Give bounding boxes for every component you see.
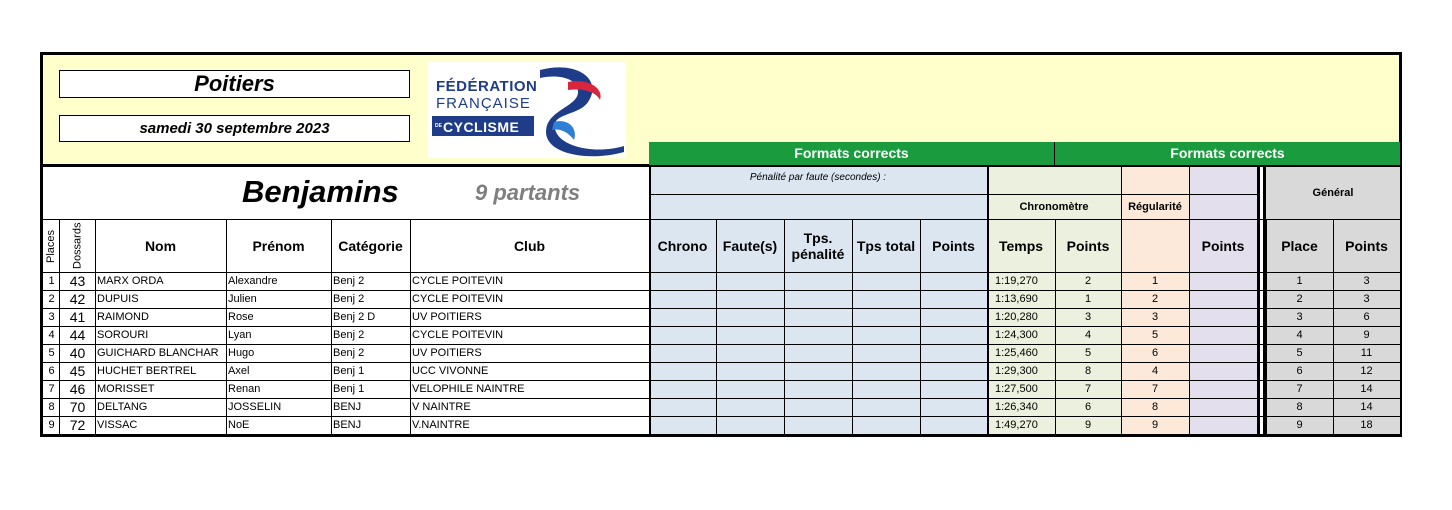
header-line [40, 219, 649, 220]
cell-regularite: 3 [1121, 309, 1189, 327]
col-temps: Temps [998, 238, 1044, 254]
cell-categorie: Benj 2 [333, 329, 365, 341]
cell-place: 8 [48, 401, 55, 413]
cell-tps-total [852, 345, 920, 363]
cell-tps-penalite [784, 291, 852, 309]
cell-prenom: Alexandre [228, 275, 278, 287]
cell-gen-points: 18 [1333, 417, 1400, 435]
cell-temps: 1:19,270 [987, 273, 1055, 291]
cell-fautes [716, 327, 784, 345]
green-divider [1054, 142, 1055, 165]
cell-club: UV POITIERS [412, 347, 482, 359]
cell-prenom: Rose [228, 311, 254, 323]
cell-categorie: Benj 1 [333, 365, 365, 377]
group-general: Général [1312, 186, 1354, 199]
cell-gen-points: 3 [1333, 291, 1400, 309]
cell-gen-place: 5 [1266, 345, 1333, 363]
cell-chrono-points: 6 [1055, 399, 1121, 417]
cell-temps: 1:20,280 [987, 309, 1055, 327]
cell-temps: 1:27,500 [987, 381, 1055, 399]
cell-tps-total [852, 309, 920, 327]
cell-chrono [649, 381, 716, 399]
cell-temps: 1:25,460 [987, 345, 1055, 363]
cell-tps-total [852, 327, 920, 345]
cell-categorie: BENJ [333, 419, 362, 431]
cell-dossard: 70 [69, 399, 86, 415]
cell-club: VELOPHILE NAINTRE [412, 383, 525, 395]
cell-categorie: Benj 2 [333, 275, 365, 287]
cell-reg-points [1189, 327, 1257, 345]
cell-club: CYCLE POITEVIN [412, 293, 504, 305]
cell-club: UV POITIERS [412, 311, 482, 323]
cell-chrono-points: 3 [1055, 309, 1121, 327]
chrono-subline [987, 194, 1257, 195]
cell-chrono-points: 2 [1055, 273, 1121, 291]
cell-nom: MARX ORDA [97, 275, 164, 287]
cell-categorie: Benj 2 [333, 293, 365, 305]
cell-regularite: 2 [1121, 291, 1189, 309]
cell-points-penalty [920, 327, 987, 345]
cell-club: V NAINTRE [412, 401, 471, 413]
cell-regularite: 1 [1121, 273, 1189, 291]
cell-tps-penalite [784, 417, 852, 435]
cell-gen-place: 6 [1266, 363, 1333, 381]
col-line [1266, 220, 1267, 435]
cell-reg-points [1189, 273, 1257, 291]
col-line [95, 220, 96, 435]
cell-dossard: 46 [69, 381, 86, 397]
cell-chrono [649, 291, 716, 309]
row-line [43, 416, 1400, 417]
col-line [649, 220, 651, 435]
cell-nom: RAIMOND [97, 311, 149, 323]
col-club: Club [513, 238, 546, 254]
col-line [920, 220, 921, 435]
cell-fautes [716, 345, 784, 363]
cell-tps-total [852, 417, 920, 435]
cell-gen-place: 7 [1266, 381, 1333, 399]
cell-chrono-points: 1 [1055, 291, 1121, 309]
cell-tps-penalite [784, 327, 852, 345]
cell-reg-points [1189, 291, 1257, 309]
cell-gen-place: 4 [1266, 327, 1333, 345]
col-line [410, 220, 411, 435]
cell-tps-total [852, 399, 920, 417]
cell-regularite: 9 [1121, 417, 1189, 435]
cell-points-penalty [920, 363, 987, 381]
col-line [1055, 220, 1056, 435]
city-title: Poitiers [59, 70, 410, 98]
cell-reg-points [1189, 417, 1257, 435]
cell-dossard: 43 [69, 273, 86, 289]
cell-nom: MORISSET [97, 383, 155, 395]
cell-fautes [716, 381, 784, 399]
cell-dossard: 42 [69, 291, 86, 307]
cell-place: 6 [48, 365, 55, 377]
col-place: Place [1281, 238, 1318, 254]
cell-prenom: Axel [228, 365, 250, 377]
logo-line3-prefix: DE [435, 123, 442, 129]
col-line [59, 220, 60, 435]
cell-club: CYCLE POITEVIN [412, 329, 504, 341]
cell-categorie: Benj 2 [333, 347, 365, 359]
logo-line1: FÉDÉRATION [436, 78, 538, 95]
category-title: Benjamins [242, 174, 399, 209]
penalty-subline [649, 194, 987, 195]
cell-nom: SOROURI [97, 329, 149, 341]
cell-temps: 1:24,300 [987, 327, 1055, 345]
cell-chrono [649, 363, 716, 381]
col-line [226, 220, 227, 435]
penalty-note: Pénalité par faute (secondes) : [749, 172, 887, 183]
cell-club: V.NAINTRE [412, 419, 470, 431]
cell-prenom: JOSSELIN [228, 401, 282, 413]
col-line [1333, 220, 1334, 435]
cell-gen-points: 14 [1333, 399, 1400, 417]
cell-nom: DELTANG [97, 401, 148, 413]
col-fautes: Faute(s) [722, 238, 778, 254]
cell-tps-total [852, 273, 920, 291]
cell-fautes [716, 399, 784, 417]
double-bar [1263, 166, 1266, 437]
row-line [43, 344, 1400, 345]
cell-gen-points: 6 [1333, 309, 1400, 327]
cell-chrono [649, 273, 716, 291]
partants-count: 9 partants [475, 180, 581, 205]
cell-reg-points [1189, 399, 1257, 417]
col-line [784, 220, 785, 435]
cell-points-penalty [920, 399, 987, 417]
cell-fautes [716, 291, 784, 309]
logo-line2: FRANÇAISE [436, 95, 531, 112]
cell-tps-total [852, 291, 920, 309]
ffc-logo [428, 62, 626, 158]
header-bottom-line [40, 272, 1402, 273]
cell-gen-points: 9 [1333, 327, 1400, 345]
chrono-left [987, 166, 989, 220]
cell-place: 4 [48, 329, 55, 341]
cell-place: 1 [48, 275, 55, 287]
col-dossards: Dossards [71, 222, 84, 270]
cell-nom: VISSAC [97, 419, 138, 431]
cell-prenom: Hugo [228, 347, 255, 359]
cell-regularite: 5 [1121, 327, 1189, 345]
cell-tps-penalite [784, 363, 852, 381]
cell-tps-penalite [784, 399, 852, 417]
penalty-left [649, 166, 651, 220]
cell-categorie: Benj 1 [333, 383, 365, 395]
band-bottom [40, 165, 1402, 167]
cell-regularite: 6 [1121, 345, 1189, 363]
cell-gen-place: 3 [1266, 309, 1333, 327]
cell-gen-points: 3 [1333, 273, 1400, 291]
cell-gen-place: 9 [1266, 417, 1333, 435]
pts-left [1189, 166, 1190, 220]
cell-chrono-points: 8 [1055, 363, 1121, 381]
cell-place: 3 [48, 311, 55, 323]
cell-club: CYCLE POITEVIN [412, 275, 504, 287]
double-bar [1257, 166, 1260, 437]
cell-tps-penalite [784, 345, 852, 363]
col-line [1121, 220, 1122, 435]
cell-nom: GUICHARD BLANCHAR [97, 347, 219, 359]
col-gen-points: Points [1345, 238, 1388, 254]
cell-chrono [649, 399, 716, 417]
formats-correct-right: Formats corrects [1055, 142, 1400, 165]
cell-tps-total [852, 381, 920, 399]
group-chronometre: Chronomètre [1019, 201, 1089, 213]
cell-gen-place: 2 [1266, 291, 1333, 309]
formats-correct-left: Formats corrects [649, 142, 1054, 165]
cell-dossard: 45 [69, 363, 86, 379]
row-line [43, 308, 1400, 309]
cell-dossard: 44 [69, 327, 86, 343]
cell-dossard: 40 [69, 345, 86, 361]
cell-place: 2 [48, 293, 55, 305]
col-line [987, 220, 989, 435]
cell-categorie: BENJ [333, 401, 362, 413]
cell-chrono-points: 7 [1055, 381, 1121, 399]
col-line [331, 220, 332, 435]
header-line-right [649, 219, 1400, 220]
col-line [1189, 220, 1190, 435]
cell-club: UCC VIVONNE [412, 365, 489, 377]
cell-gen-place: 1 [1266, 273, 1333, 291]
cell-temps: 1:13,690 [987, 291, 1055, 309]
cell-temps: 1:26,340 [987, 399, 1055, 417]
col-tps-penalite: Tps. pénalité [791, 230, 845, 262]
cell-chrono-points: 4 [1055, 327, 1121, 345]
cell-chrono [649, 309, 716, 327]
cell-gen-place: 8 [1266, 399, 1333, 417]
cell-tps-total [852, 363, 920, 381]
cell-dossard: 72 [69, 417, 86, 433]
cell-chrono [649, 417, 716, 435]
cell-reg-points [1189, 345, 1257, 363]
table-bottom [40, 434, 1402, 437]
cell-fautes [716, 417, 784, 435]
cell-points-penalty [920, 309, 987, 327]
col-points-penalty: Points [932, 238, 975, 254]
cell-prenom: Julien [228, 293, 257, 305]
cell-chrono-points: 5 [1055, 345, 1121, 363]
cell-gen-points: 11 [1333, 345, 1400, 363]
col-chrono-points: Points [1066, 238, 1110, 254]
cell-points-penalty [920, 345, 987, 363]
group-regularite: Régularité [1128, 201, 1182, 213]
row-line [43, 326, 1400, 327]
cell-fautes [716, 273, 784, 291]
cell-nom: DUPUIS [97, 293, 139, 305]
cell-regularite: 7 [1121, 381, 1189, 399]
cell-points-penalty [920, 417, 987, 435]
col-chrono: Chrono [657, 238, 708, 254]
cell-dossard: 41 [69, 309, 86, 325]
cell-tps-penalite [784, 273, 852, 291]
cell-reg-points [1189, 363, 1257, 381]
col-line [852, 220, 853, 435]
cell-prenom: NoE [228, 419, 250, 431]
col-tps-total: Tps total [856, 238, 916, 254]
row-line [43, 380, 1400, 381]
row-line [43, 398, 1400, 399]
cell-temps: 1:29,300 [987, 363, 1055, 381]
cell-gen-points: 12 [1333, 363, 1400, 381]
col-line [716, 220, 717, 435]
col-places: Places [45, 229, 57, 263]
cell-regularite: 8 [1121, 399, 1189, 417]
cell-prenom: Lyan [228, 329, 252, 341]
reg-left [1121, 166, 1122, 220]
cell-nom: HUCHET BERTREL [97, 365, 197, 377]
date-title: samedi 30 septembre 2023 [59, 115, 410, 142]
cell-place: 7 [48, 383, 55, 395]
col-categorie: Catégorie [338, 238, 403, 254]
row-line [43, 362, 1400, 363]
cell-prenom: Renan [228, 383, 261, 395]
cell-categorie: Benj 2 D [333, 311, 376, 323]
cell-gen-points: 14 [1333, 381, 1400, 399]
row-line [43, 290, 1400, 291]
logo-line3: CYCLISME [443, 119, 520, 135]
cell-points-penalty [920, 291, 987, 309]
cell-chrono-points: 9 [1055, 417, 1121, 435]
cell-reg-points [1189, 309, 1257, 327]
cell-fautes [716, 309, 784, 327]
cell-points-penalty [920, 273, 987, 291]
cell-tps-penalite [784, 309, 852, 327]
cell-place: 5 [48, 347, 55, 359]
cell-regularite: 4 [1121, 363, 1189, 381]
col-reg-points: Points [1201, 238, 1245, 254]
cell-fautes [716, 363, 784, 381]
cell-points-penalty [920, 381, 987, 399]
cell-reg-points [1189, 381, 1257, 399]
cell-place: 9 [48, 419, 55, 431]
cell-chrono [649, 345, 716, 363]
cell-temps: 1:49,270 [987, 417, 1055, 435]
col-prenom: Prénom [252, 238, 305, 254]
cell-tps-penalite [784, 381, 852, 399]
col-nom: Nom [144, 238, 177, 254]
cell-chrono [649, 327, 716, 345]
